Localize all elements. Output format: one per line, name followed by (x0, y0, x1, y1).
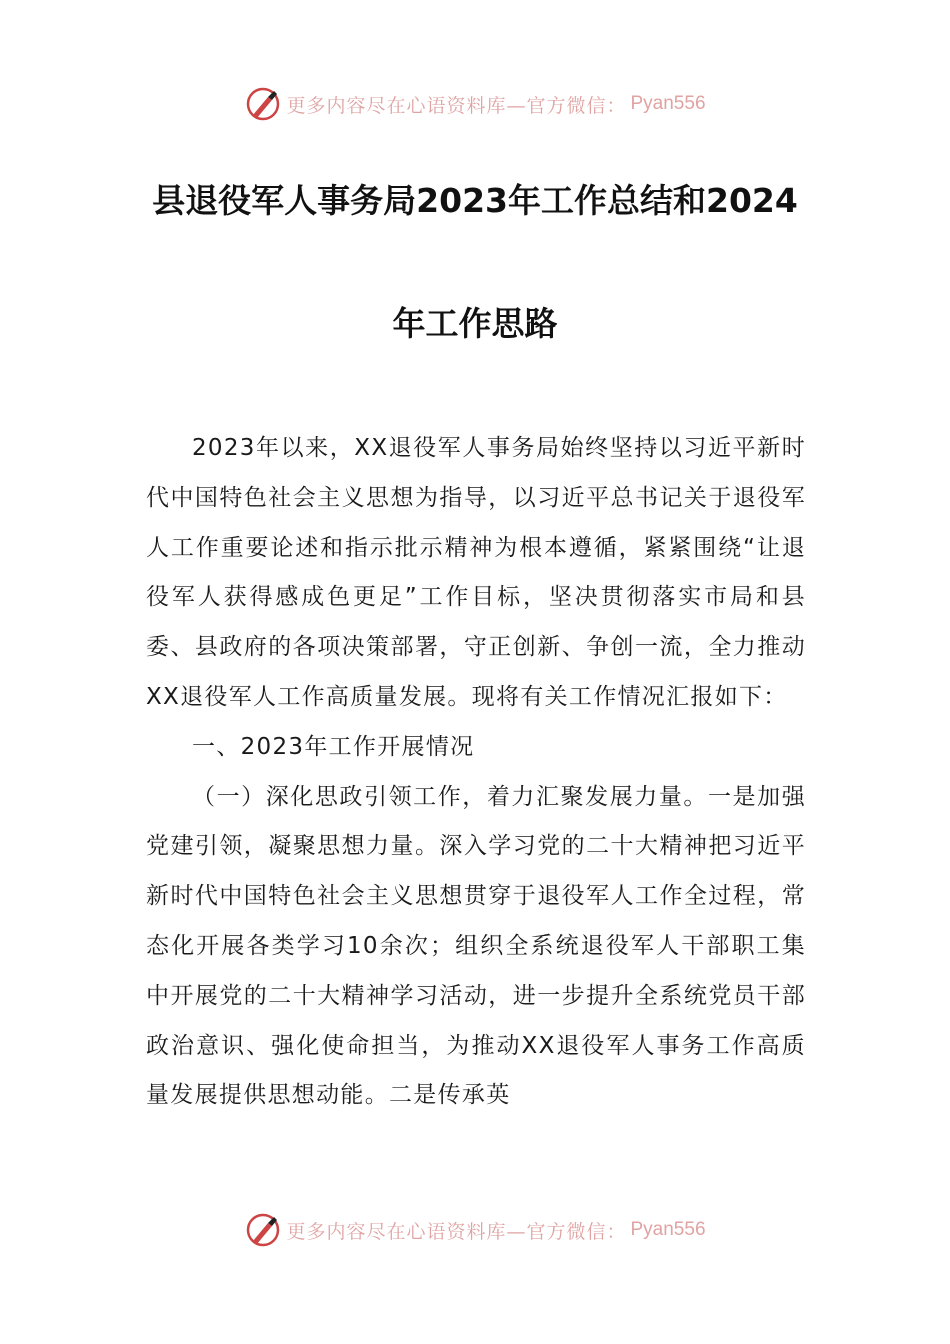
watermark-text: 更多内容尽在心语资料库—官方微信： (286, 94, 627, 117)
section-heading: 一、2023年工作开展情况 (192, 733, 475, 760)
watermark-banner-bottom (0, 1210, 950, 1250)
paragraph-intro: 2023年以来，XX退役军人事务局始终坚持以习近平新时代中国特色社会主义思想为指导，以习近平总书记关于退役军人工作重要论述和指示批示精神为根本遵循，紧紧围绕“让退役军人获得感成色更足”工作目标，坚决贯彻落实市局和县委、县政府的各项决策部署，守正创新、争创一流，全力推动XX退役军人工作高质量发展。现将有关工作情况汇报如下： (146, 435, 806, 710)
pen-logo-icon (244, 1211, 282, 1249)
watermark-wechat-id: Pyan556 (630, 93, 706, 114)
document-title-line-2: 年工作思路 (392, 304, 558, 343)
watermark-banner-top (0, 84, 950, 124)
pen-logo-icon (244, 85, 282, 123)
watermark-wechat-id: Pyan556 (630, 1219, 706, 1240)
document-body (146, 424, 806, 1121)
paragraph-section-1: （一）深化思政引领工作，着力汇聚发展力量。一是加强党建引领，凝聚思想力量。深入学习党的二十大精神把习近平新时代中国特色社会主义思想贯穿于退役军人工作全过程，常态化开展各类学习10余次；组织全系统退役军人干部职工集中开展党的二十大精神学习活动，进一步提升全系统党员干部政治意识、强化使命担当，为推动XX退役军人事务工作高质量发展提供思想动能。二是传承英 (146, 783, 806, 1109)
watermark-text: 更多内容尽在心语资料库—官方微信： (286, 1220, 627, 1243)
document-title-line-1: 县退役军人事务局2023年工作总结和2024 (152, 181, 798, 220)
